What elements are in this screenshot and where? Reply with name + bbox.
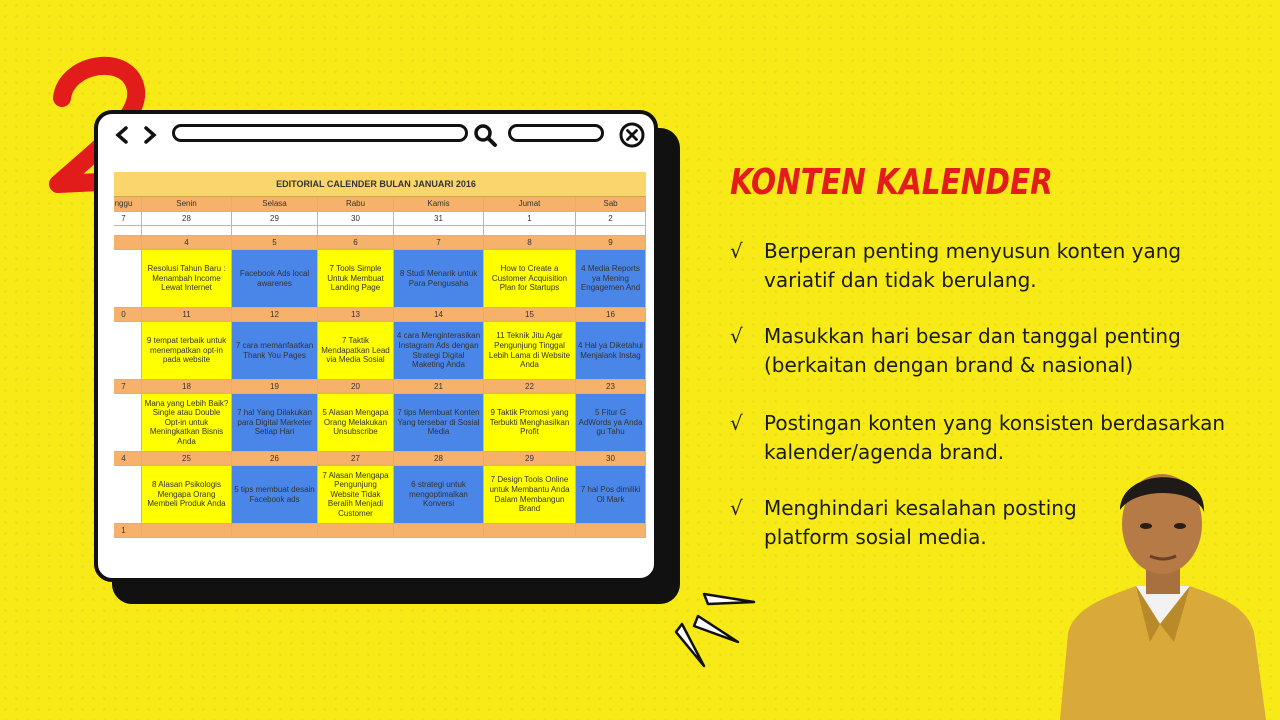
weekday-header: Selasa xyxy=(232,197,318,212)
date-cell: 26 xyxy=(232,452,318,466)
bullet-text: Berperan penting menyusun konten yang variatif dan tidak berulang. xyxy=(764,239,1182,292)
checkmark-icon: √ xyxy=(730,496,743,520)
date-cell: 19 xyxy=(232,380,318,394)
content-cell: 7 Tools Simple Untuk Membuat Landing Page xyxy=(318,250,394,308)
date-row xyxy=(114,524,646,538)
weekday-header: Rabu xyxy=(318,197,394,212)
date-cell: 18 xyxy=(142,380,232,394)
weekday-header: Jumat xyxy=(484,197,576,212)
date-cell: 21 xyxy=(394,380,484,394)
date-cell: 8 xyxy=(484,236,576,250)
content-cell: 6 strategi untuk mengoptimalkan Konversi xyxy=(394,466,484,524)
date-cell: 16 xyxy=(576,308,646,322)
weekday-header-row xyxy=(114,197,646,212)
date-cell: 7 xyxy=(114,380,142,394)
date-cell: 0 xyxy=(114,308,142,322)
date-cell: 22 xyxy=(484,380,576,394)
date-cell: 27 xyxy=(318,452,394,466)
date-row xyxy=(114,212,646,226)
date-row xyxy=(114,380,646,394)
content-cell: 4 Hal ya Diketahui Menjalank Instag xyxy=(576,322,646,380)
content-row xyxy=(114,466,646,524)
date-cell: 25 xyxy=(142,452,232,466)
date-cell: 4 xyxy=(142,236,232,250)
date-cell: 11 xyxy=(142,308,232,322)
weekday-header: Sab xyxy=(576,197,646,212)
content-row xyxy=(114,250,646,308)
empty-cell xyxy=(114,250,142,308)
content-cell: 11 Teknik Jitu Agar Pengunjung Tinggal Lebih Lama di Website Anda xyxy=(484,322,576,380)
content-cell: 5 Alasan Mengapa Orang Melakukan Unsubscribe xyxy=(318,394,394,452)
content-cell: 5 tips membuat desain Facebook ads xyxy=(232,466,318,524)
blank-row xyxy=(114,226,646,236)
empty-cell xyxy=(114,394,142,452)
date-cell: 14 xyxy=(394,308,484,322)
date-cell: 23 xyxy=(576,380,646,394)
bullet-text: Masukkan hari besar dan tanggal penting (berkaitan dengan brand & nasional) xyxy=(764,324,1181,377)
content-cell: 7 cara memanfaatkan Thank You Pages xyxy=(232,322,318,380)
content-cell: 4 Media Reports ya Mening Engagemen And xyxy=(576,250,646,308)
browser-window xyxy=(94,110,658,582)
content-cell: Facebook Ads local awarenes xyxy=(232,250,318,308)
date-cell: 30 xyxy=(576,452,646,466)
date-cell: 15 xyxy=(484,308,576,322)
weekday-header: Senin xyxy=(142,197,232,212)
checkmark-icon: √ xyxy=(730,239,743,263)
presenter-image xyxy=(1040,446,1280,720)
content-cell: Resolusi Tahun Baru : Menambah Income Lewat Internet xyxy=(142,250,232,308)
content-cell: 9 tempat terbaik untuk menempatkan opt-in pada website xyxy=(142,322,232,380)
content-cell: 8 Alasan Psikologis Mengapa Orang Membeli Produk Anda xyxy=(142,466,232,524)
date-cell: 31 xyxy=(394,212,484,226)
content-cell: 7 tips Membuat Konten Yang tersebar di Sosial Media xyxy=(394,394,484,452)
sheet-title: EDITORIAL CALENDER BULAN JANUARI 2016 xyxy=(114,172,646,197)
date-row xyxy=(114,308,646,322)
address-bar[interactable] xyxy=(172,124,468,142)
date-row xyxy=(114,236,646,250)
date-cell: 28 xyxy=(394,452,484,466)
weekday-header: Kamis xyxy=(394,197,484,212)
empty-cell xyxy=(114,322,142,380)
weekday-header: nggu xyxy=(114,197,142,212)
date-cell: 1 xyxy=(484,212,576,226)
secondary-bar[interactable] xyxy=(508,124,604,142)
bullet-text: Postingan konten yang konsisten berdasarkan kalender/agenda brand. xyxy=(764,411,1226,464)
date-cell: 9 xyxy=(576,236,646,250)
slide-heading: KONTEN KALENDER xyxy=(730,162,1053,203)
date-cell xyxy=(114,236,142,250)
date-cell: 20 xyxy=(318,380,394,394)
nav-arrows-icon[interactable] xyxy=(108,118,164,150)
date-cell: 5 xyxy=(232,236,318,250)
content-cell: 7 hal Pos dimiliki Ol Mark xyxy=(576,466,646,524)
content-row xyxy=(114,322,646,380)
date-cell: 30 xyxy=(318,212,394,226)
content-cell: 7 Alasan Mengapa Pengunjung Website Tidak Beralih Menjadi Customer xyxy=(318,466,394,524)
content-cell: Mana yang Lebih Baik? Single atau Double Opt-in untuk Meningkatkan Bisnis Anda xyxy=(142,394,232,452)
empty-cell xyxy=(114,466,142,524)
close-icon[interactable] xyxy=(618,121,646,149)
emphasis-burst-icon xyxy=(668,582,768,672)
date-cell: 2 xyxy=(576,212,646,226)
content-cell: 7 Design Tools Online untuk Membantu Anda Dalam Membangun Brand xyxy=(484,466,576,524)
search-icon[interactable] xyxy=(472,122,498,148)
content-cell: 4 cara Menginterasikan Instagram Ads dengan Strategi Digital Maketing Anda xyxy=(394,322,484,380)
content-cell: 9 Taktik Promosi yang Terbukti Menghasilkan Profit xyxy=(484,394,576,452)
date-cell: 7 xyxy=(394,236,484,250)
date-cell: 29 xyxy=(484,452,576,466)
date-cell: 4 xyxy=(114,452,142,466)
date-cell: 6 xyxy=(318,236,394,250)
content-cell: 8 Studi Menarik untuk Para Pengusaha xyxy=(394,250,484,308)
date-row xyxy=(114,452,646,466)
content-cell: How to Create a Customer Acquisition Plan for Startups xyxy=(484,250,576,308)
date-cell: 13 xyxy=(318,308,394,322)
date-cell: 1 xyxy=(114,524,142,538)
checkmark-icon: √ xyxy=(730,411,743,435)
date-cell: 29 xyxy=(232,212,318,226)
content-row xyxy=(114,394,646,452)
content-cell: 7 hal Yang Dilakukan para Digital Marketer Setiap Hari xyxy=(232,394,318,452)
editorial-calendar-sheet xyxy=(114,172,646,576)
checkmark-icon: √ xyxy=(730,324,743,348)
date-cell: 7 xyxy=(114,212,142,226)
date-cell: 28 xyxy=(142,212,232,226)
bullet-text: Menghindari kesalahan posting platform sosial media. xyxy=(764,496,1077,549)
content-cell: 5 Fitur G AdWords ya Anda gu Tahu xyxy=(576,394,646,452)
content-cell: 7 Taktik Mendapatkan Lead via Media Sosial xyxy=(318,322,394,380)
date-cell: 12 xyxy=(232,308,318,322)
